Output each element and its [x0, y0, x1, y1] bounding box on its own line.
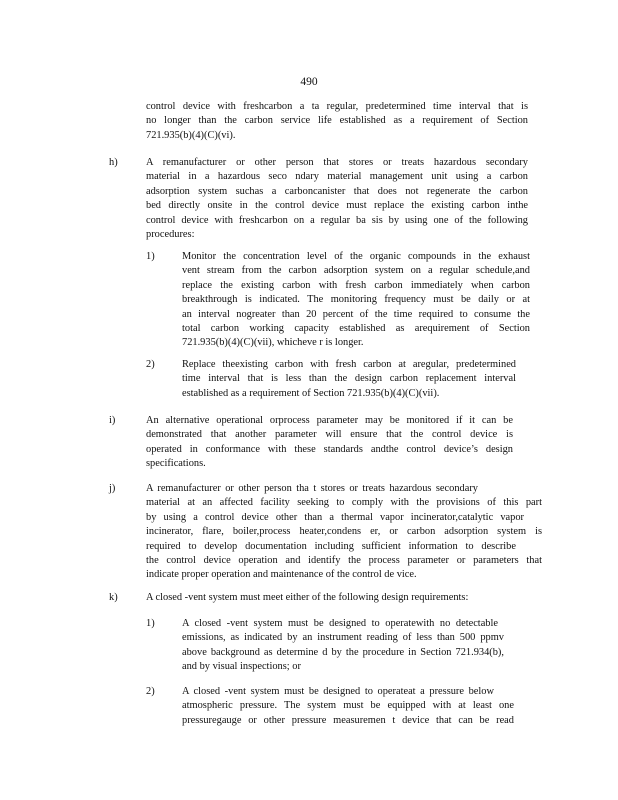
text-line: An alternative operational orprocess parameter may be monitored if it can be — [146, 415, 513, 426]
subitem-k-1-paragraph — [182, 617, 504, 675]
subitem-label-k-1: 1) — [146, 618, 155, 629]
item-label-j: j) — [109, 483, 116, 494]
subitem-label-h-1: 1) — [146, 251, 155, 262]
text-line: 721.935(b)(4)(C)(vi). — [146, 129, 236, 141]
text-line: and by visual inspections; or — [182, 661, 301, 673]
text-line: material in a hazardous seco ndary material management unit using a carbon — [146, 171, 528, 183]
item-j-paragraph — [146, 482, 542, 583]
text-line: emissions, as indicated by an instrument reading of less than 500 ppmv — [182, 632, 504, 644]
text-line: established as a requirement of Section 721.935(b)(4)(C)(vii). — [182, 387, 440, 399]
item-label-k: k) — [109, 592, 118, 603]
intro-paragraph — [146, 100, 528, 143]
text-line: A remanufacturer or other person tha t stores or treats hazardous secondary — [146, 483, 478, 494]
text-line: bed directly onsite in the control device must replace the existing carbon inthe — [146, 200, 528, 212]
text-line: breakthrough is indicated. The monitoring frequency must be daily or at — [182, 294, 530, 306]
text-line: A closed -vent system must meet either of the following design requirements: — [146, 592, 469, 603]
subitem-h-1-paragraph — [182, 250, 530, 351]
item-k-paragraph — [146, 591, 526, 605]
text-line: adsorption system suchas a carboncanister that does not regenerate the carbon — [146, 185, 528, 197]
text-line: pressuregauge or other pressure measuremen t device that can be read — [182, 714, 514, 726]
subitem-label-k-2: 2) — [146, 686, 155, 697]
item-i-paragraph — [146, 414, 513, 472]
item-label-i: i) — [109, 415, 116, 426]
text-line: vent stream from the carbon adsorption system on a regular schedule,and — [182, 265, 530, 277]
text-line: procedures: — [146, 228, 195, 240]
text-line: total carbon working capacity established as arequirement of Section — [182, 322, 530, 334]
item-label-h: h) — [109, 157, 118, 168]
text-line: an interval nogreater than 20 percent of the time required to consume the — [182, 308, 530, 320]
text-line: control device with freshcarbon a ta regular, predetermined time interval that is — [146, 101, 528, 112]
text-line: 721.935(b)(4)(C)(vii), whicheve r is longer. — [182, 337, 364, 349]
text-line: A closed -vent system must be designed to operateat a pressure below — [182, 686, 494, 697]
text-line: by using a control device other than a thermal vapor incinerator,catalytic vapor — [146, 511, 524, 523]
text-line: no longer than the carbon service life established as a requirement of Section — [146, 115, 528, 127]
text-line: A closed -vent system must be designed to operatewith no detectable — [182, 618, 498, 629]
text-line: atmospheric pressure. The system must be equipped with at least one — [182, 700, 514, 712]
text-line: the control device operation and identify the process parameter or parameters that — [146, 554, 542, 566]
text-line: required to develop documentation including sufficient information to describe — [146, 540, 516, 552]
text-line: Replace theexisting carbon with fresh carbon at aregular, predetermined — [182, 359, 516, 370]
text-line: demonstrated that another parameter will ensure that the control device is — [146, 429, 513, 441]
text-line: control device with freshcarbon on a regular ba sis by using one of the following — [146, 214, 528, 226]
subitem-label-h-2: 2) — [146, 359, 155, 370]
text-line: replace the existing carbon with fresh carbon immediately when carbon — [182, 279, 530, 291]
text-line: time interval that is less than the design carbon replacement interval — [182, 373, 516, 385]
page-number: 490 — [300, 76, 318, 88]
text-line: Monitor the concentration level of the organic compounds in the exhaust — [182, 251, 530, 262]
text-line: indicate proper operation and maintenance of the control de vice. — [146, 569, 417, 581]
item-h-paragraph — [146, 156, 528, 242]
text-line: incinerator, flare, boiler,process heater,condens er, or carbon adsorption system is — [146, 526, 542, 538]
text-line: above background as determine d by the procedure in Section 721.934(b), — [182, 646, 504, 658]
text-line: material at an affected facility seeking to comply with the provisions of this part — [146, 497, 542, 509]
subitem-k-2-paragraph — [182, 685, 514, 728]
text-line: specifications. — [146, 458, 206, 470]
text-line: operated in conformance with these standards andthe control device’s design — [146, 443, 513, 455]
text-line: A remanufacturer or other person that stores or treats hazardous secondary — [146, 157, 528, 168]
subitem-h-2-paragraph — [182, 358, 516, 401]
